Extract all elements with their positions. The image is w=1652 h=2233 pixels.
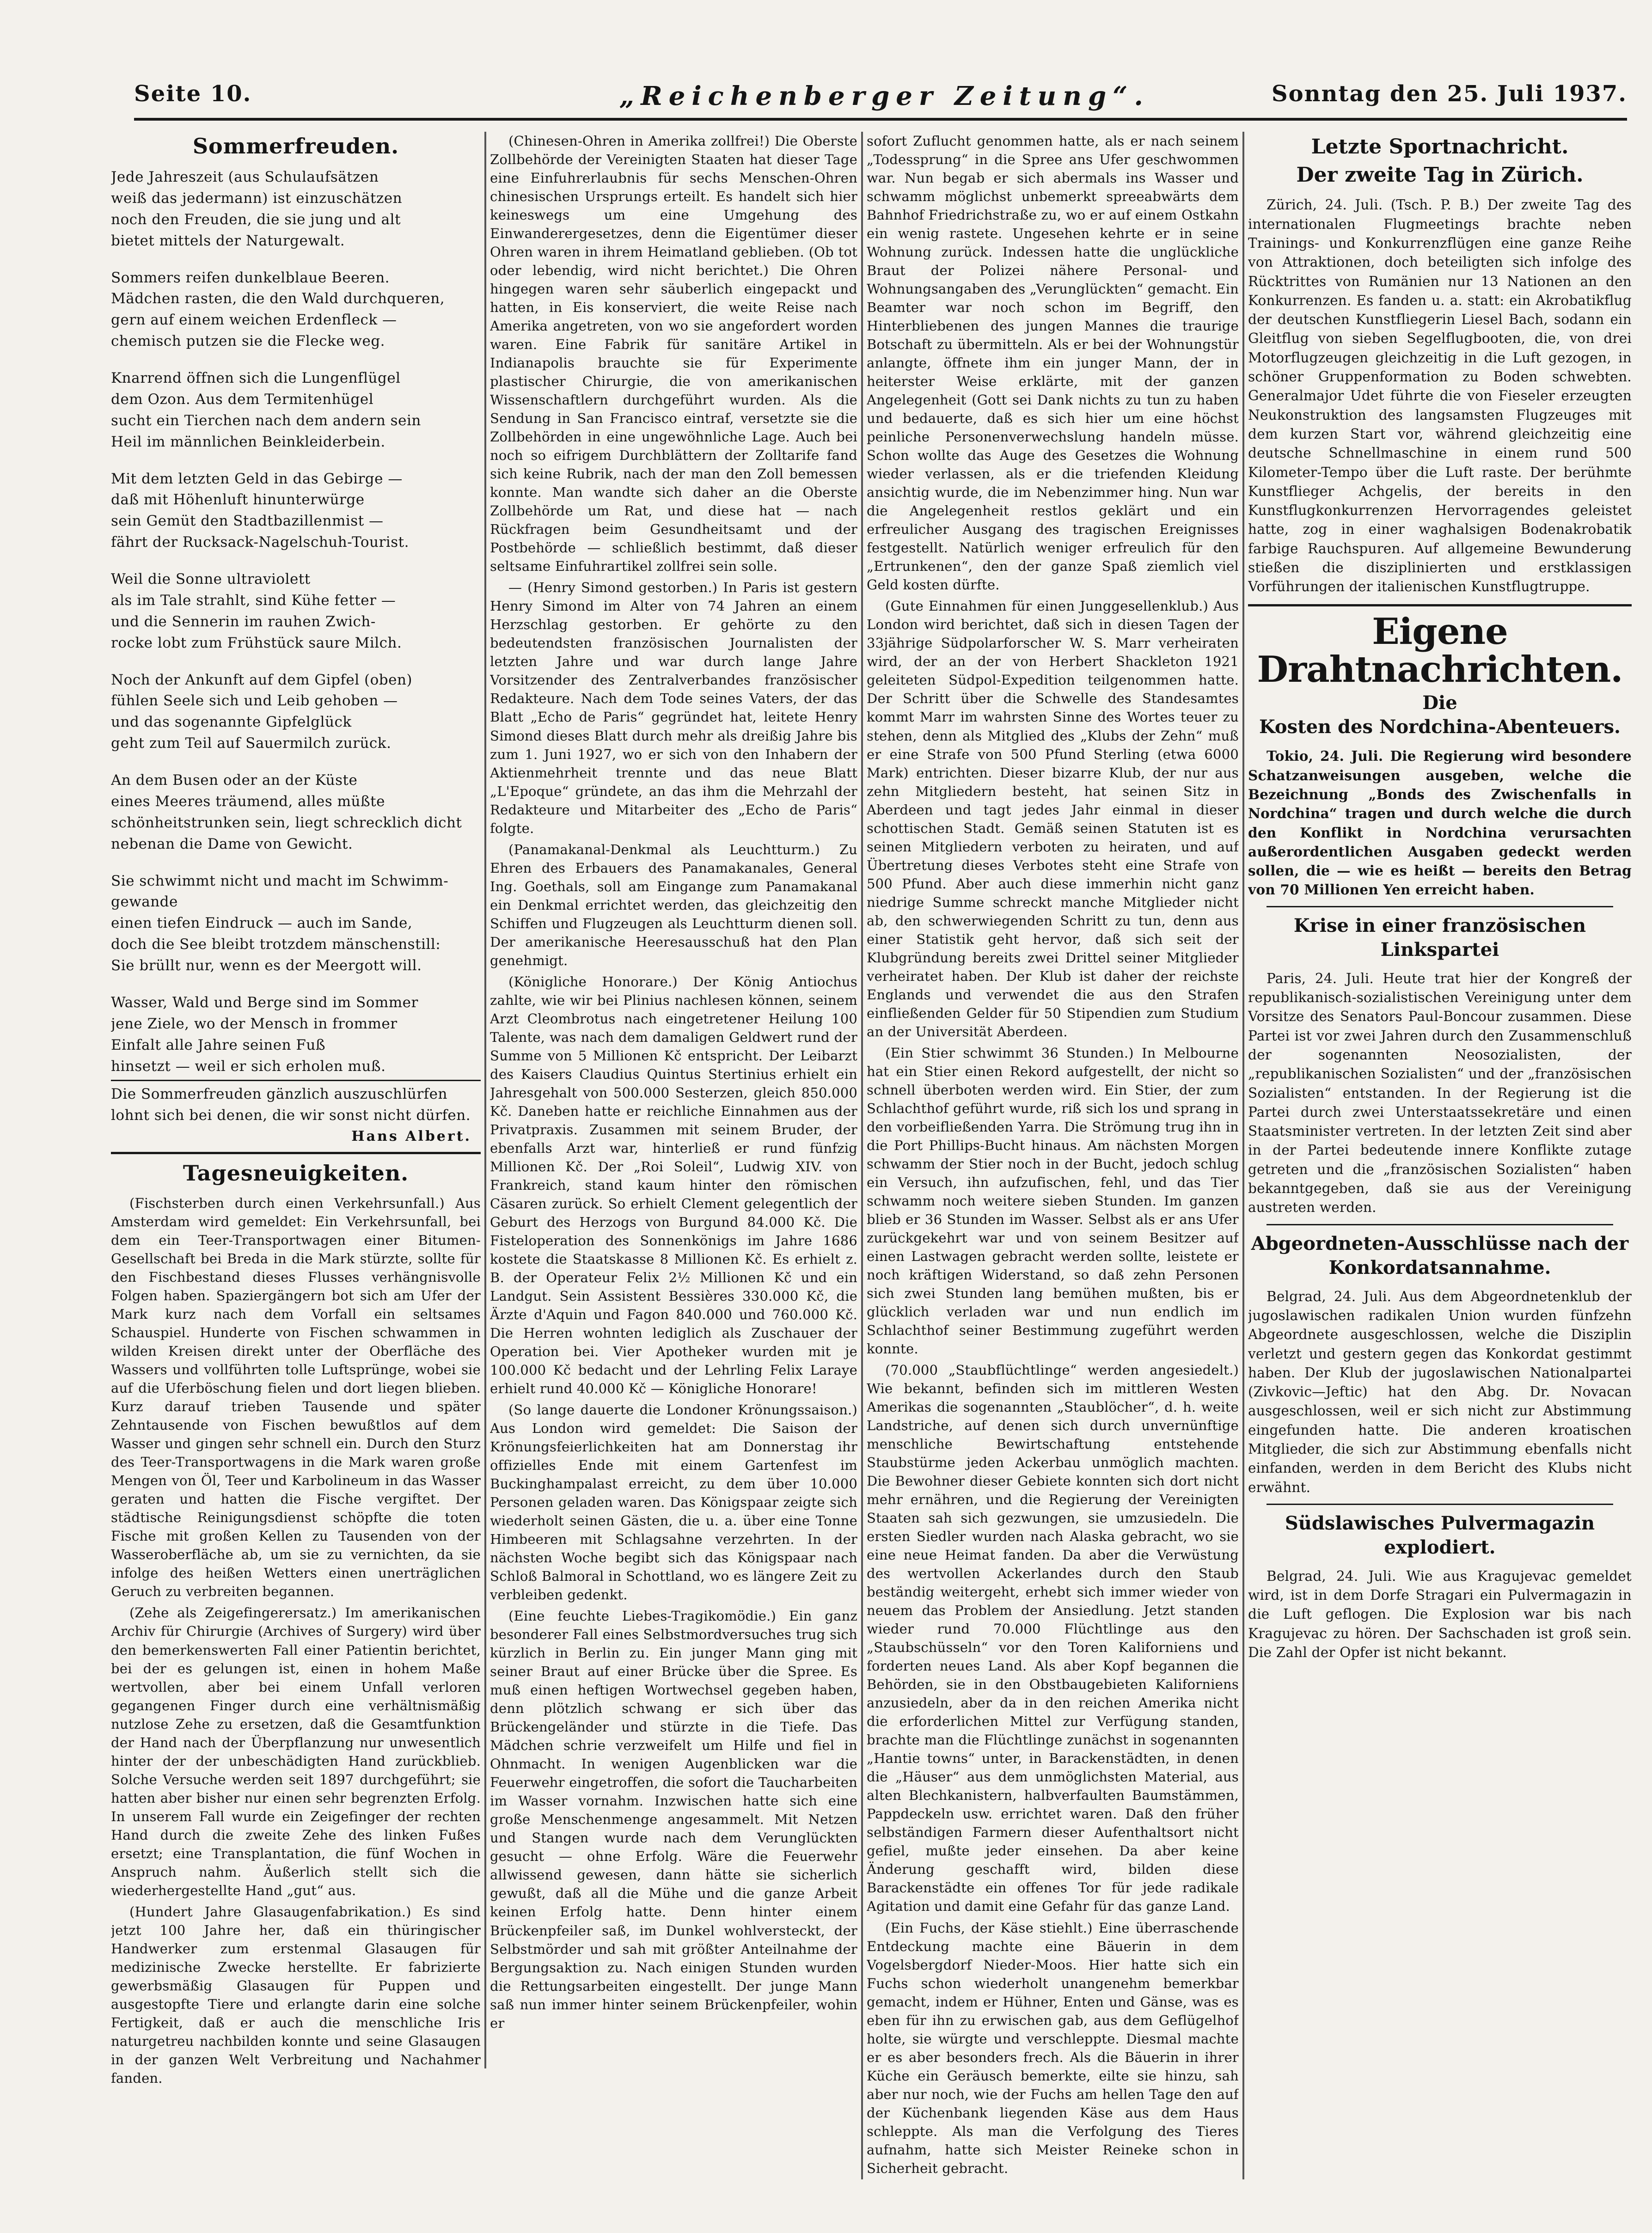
news-items xyxy=(490,132,857,2032)
news-item: (Ein Stier schwimmt 36 Stunden.) In Melbourne hat ein Stier einen Rekord aufgestellt, der nicht so schnell überboten werden wird. Ein Stier, der zum Schlachthof geführt wurde, riß sich los und sprang in den vorbeifließenden Yarra. Die Strömung trug ihn in die Port Phillips-Bucht hinaus. Am nächsten Morgen schwamm der Stier noch in der Bucht, jedoch schlug ein Versuch, ihn aufzufischen, fehl, und das Tier schwamm noch weitere sieben Stunden. Im ganzen blieb er 36 Stunden im Wasser. Selbst als er ans Ufer zurückgekehrt war und von seinem Besitzer auf einen Lastwagen gebracht werden sollte, leistete er noch kräftigen Widerstand, so daß zehn Personen sich zwei Stunden lang bemühen mußten, bis er glücklich verladen war und nun endlich im Schlachthof seiner Bestimmung zugeführt werden konnte. xyxy=(867,1045,1239,1357)
news-items xyxy=(867,132,1239,2178)
poem-author: Hans Albert. xyxy=(351,1128,471,1145)
news-item: sofort Zuflucht genommen hatte, als er nach seinem „Todessprung“ in die Spree ans Ufer geschwommen war. Nun begab er sich abermals ins Wasser und schwamm möglichst unbemerkt spreeabwärts dem Bahnhof Friedrichstraße zu, wo er auf einem Ostkahn ein wenig rastete. Ungesehen kehrte er in seine Wohnung zurück. Indessen hatte die unglückliche Braut der Polizei nähere Personal- und Wohnungsangaben des „Verunglückten“ gemacht. Ein Beamter war noch schon im Begriff, den Hinterbliebenen des jungen Mannes die traurige Botschaft zu übermitteln. Als er bei der Wohnungstür anlangte, öffnete ihm ein junger Mann, der in heiterster Weise erklärte, mit der ganzen Angelegenheit (Gott sei Dank nichts zu tun zu haben und bedauerte, daß es sich hier um eine höchst peinliche Personenverwechslung handeln müsse. Schon wollte das Auge des Gesetzes die Wohnung wieder verlassen, als er die triefenden Kleidung ansichtig wurde, die im Nebenzimmer hing. Nun war die Angelegenheit restlos geklärt und ein erfreulicher Ausgang des tragischen Ereignisses festgestellt. Natürlich weniger erfreulich für den „Ertrunkenen“, den der ganze Spaß ziemlich viel Geld kosten dürfte. xyxy=(867,133,1239,593)
divider xyxy=(1267,906,1613,907)
masthead xyxy=(134,76,1627,121)
section-title-news: Tagesneuigkeiten. xyxy=(183,1161,409,1186)
news-item: (Panamakanal-Denkmal als Leuchtturm.) Zu Ehren des Erbauers des Panamakanales, General Ing. Goethals, soll am Eingange zum Panamakanal ein Denkmal errichtet werden, das gleichzeitig den Schiffen und Flugzeugen als Leuchtturm dienen soll. Der amerikanische Heeresausschuß hat den Plan genehmigt. xyxy=(490,841,857,968)
poem-stanza: Noch der Ankunft auf dem Gipfel (oben) fühlen Seele sich und Leib gehoben — und das sogenannte Gipfelglück geht zum Teil auf Sauermilch zurück. xyxy=(111,671,413,752)
news-items xyxy=(111,1194,481,2087)
wire-news-title: Eigene Drahtnachrichten. xyxy=(1257,610,1623,691)
divider xyxy=(1267,1224,1613,1225)
poem-stanza: Weil die Sonne ultraviolett als im Tale strahlt, sind Kühe fetter — und die Sennerin im rauhen Zwich- rocke lobt zum Frühstück saure Milch. xyxy=(111,571,402,651)
sport-subtitle: Der zweite Tag in Zürich. xyxy=(1296,163,1584,187)
issue-date: Sonntag den 25. Juli 1937. xyxy=(1271,81,1627,107)
article-title: Abgeordneten-Ausschlüsse nach der Konkordatsannahme. xyxy=(1251,1232,1629,1279)
article-text: Paris, 24. Juli. Heute trat hier der Kongreß der republikanisch-sozialistischen Vereinigung unter dem Vorsitze des Senators Paul-Boncour zusammen. Diese Partei ist vor zwei Jahren durch den Zusammenschluß der sogenannten Neosozialisten, der „republikanischen Sozialisten“ und der „französischen Sozialisten“ entstanden. In der Regierung ist die Partei durch zwei Unterstaatssekretäre und einen Staatsminister vertreten. In der letzten Zeit sind aber in der Partei bedeutende innere Konflikte zutage getreten und die „französischen Sozialisten“ haben bekanntgegeben, daß sie aus der Vereinigung austreten werden. xyxy=(1248,970,1632,1216)
poem-stanza: Jede Jahreszeit (aus Schulaufsätzen weiß das jedermann) ist einzuschätzen noch den Freuden, die sie jung und alt bietet mittels der Naturgewalt. xyxy=(111,169,403,249)
poem-stanza: Mit dem letzten Geld in das Gebirge — daß mit Höhenluft hinunterwürge sein Gemüt den Stadtbazillenmist — fährt der Rucksack-Nagelschuh-Tourist. xyxy=(111,470,409,551)
article-title: Krise in einer französischen Linkspartei xyxy=(1293,914,1586,960)
article xyxy=(1248,1287,1632,1497)
column-4 xyxy=(1248,132,1632,2193)
article-text: Belgrad, 24. Juli. Aus dem Abgeordnetenklub der jugoslawischen radikalen Union wurden fünfzehn Abgeordnete ausgeschlossen, welche die Disziplin verletzt und gestern gegen das Konkordat gestimmt haben. Der Klub der jugoslawischen Nationalpartei (Zivkovic—Jeftic) hat den Abg. Dr. Novacan ausgeschlossen, weil er sich nicht zur Abstimmung eingefunden hatte. Die anderen kroatischen Mitglieder, die sich zur Abstimmung ebenfalls nicht einfanden, werden in dem Bericht des Klubs nicht erwähnt. xyxy=(1248,1288,1632,1495)
column-1 xyxy=(111,132,481,2101)
column-rule xyxy=(861,132,863,2179)
article xyxy=(1248,1567,1632,1662)
news-item: (Hundert Jahre Glasaugenfabrikation.) Es sind jetzt 100 Jahre her, daß ein thüringischer Handwerker zum erstenmal Glasaugen für medizinische Zwecke herstellte. Er fabrizierte gewerbsmäßig Glasaugen für Puppen und ausgestopfte Tiere und erlangte darin eine solche Fertigkeit, daß er auch die menschliche Iris naturgetreu nachbilden konnte und seine Glasaugen in der ganzen Welt Verbreitung und Nachahmer fanden. xyxy=(111,1903,481,2086)
column-2 xyxy=(490,132,857,2193)
page-number: Seite 10. xyxy=(134,81,252,107)
poem xyxy=(111,167,481,1126)
article-title: Südslawisches Pulvermagazin explodiert. xyxy=(1285,1512,1595,1558)
poem-stanza: Wasser, Wald und Berge sind im Sommer jene Ziele, wo der Mensch in frommer Einfalt alle Jahre seinen Fuß hinsetzt — weil er sich erholen muß. xyxy=(111,994,418,1075)
divider xyxy=(1267,1504,1613,1505)
poem-stanza: Sie schwimmt nicht und macht im Schwimm- gewande einen tiefen Eindruck — auch im Sande, doch die See bleibt trotzdem mänschenstill: Sie brüllt nur, wenn es der Meergott will. xyxy=(111,872,449,974)
poem-stanza: Sommers reifen dunkelblaue Beeren. Mädchen rasten, die den Wald durchqueren, gern auf einem weichen Erdenfleck — chemisch putzen sie die Flecke weg. xyxy=(111,269,445,350)
poem-stanza: Knarrend öffnen sich die Lungenflügel dem Ozon. Aus dem Termitenhügel sucht ein Tierchen nach dem andern sein Heil im männlichen Beinkleiderbein. xyxy=(111,370,421,450)
newspaper-title: „Reichenberger Zeitung“. xyxy=(619,81,1150,111)
sport-article xyxy=(1248,196,1632,596)
poem-title: Sommerfreuden. xyxy=(192,134,399,159)
column-3 xyxy=(867,132,1239,2193)
divider xyxy=(1248,604,1632,606)
sport-title: Letzte Sportnachricht. xyxy=(1311,135,1569,159)
column-rule xyxy=(1242,132,1244,2179)
poem-closing: Die Sommerfreuden gänzlich auszuschlürfen lohnt sich bei denen, die wir sonst nicht dürfen. xyxy=(111,1086,471,1124)
news-item: (70.000 „Staubflüchtlinge“ werden angesiedelt.) Wie bekannt, befinden sich im mittleren Westen Amerikas die sogenannten „Staublöcher“, d. h. weite Landstriche, auf denen sich durch unvernünftige menschliche Bewirtschaftung entstehende Staubstürme jeden Ackerbau unmöglich machten. Die Bewohner dieser Gebiete konnten sich dort nicht mehr ernähren, und die Regierung der Vereinigten Staaten sah sich gezwungen, sie umzusiedeln. Die ersten Siedler wurden nach Alaska gebracht, wo sie eine neue Heimat fanden. Da aber die Verwüstung des wertvollen Ackerlandes durch den Staub beständig weitergeht, erhebt sich immer wieder von neuem das Problem der Ansiedlung. Jetzt standen wieder rund 70.000 Flüchtlinge aus den „Staubschüsseln“ vor den Toren Kaliforniens und forderten neues Land. Als aber Kopf begannen die Behörden, sie in den Obstbaugebieten Kaliforniens anzusiedeln, aber da in den reichen Amerika nicht die erforderlichen Mittel zur Verfügung standen, brachte man die Flüchtlinge zunächst in sogenannten „Hantie towns“ unter, in Barackenstädten, in denen die „Häuser“ aus dem unmöglichsten Material, aus alten Blechkanistern, halbverfaulten Baumstämmen, Pappdeckeln usw. errichtet waren. Daß den früher selbständigen Farmern dieser Aufenthaltsort nicht gefiel, mußte jeder einsehen. Da aber keine Änderung geschafft wird, bilden diese Barackenstädte ein offenes Tor für jede radikale Agitation und damit eine Gefahr für das ganze Land. xyxy=(867,1362,1239,1915)
column-rule xyxy=(484,132,486,2068)
news-item: (Königliche Honorare.) Der König Antiochus zahlte, wie wir bei Plinius nachlesen können, seinem Arzt Cleombrotus nach eingetretener Heilung 100 Talente, was nach dem damaligen Geldwert rund der Summe von 5 Millionen Kč entspricht. Der Leibarzt des Kaisers Claudius Quintus Stertinius erhielt ein Jahresgehalt von 500.000 Sesterzen, gleich 850.000 Kč. Daneben hatte er reichliche Einnahmen aus der Privatpraxis. Zusammen mit seinem Bruder, der ebenfalls Arzt war, hinterließ er rund fünfzig Millionen Kč. Der „Roi Soleil“, Ludwig XIV. von Frankreich, stand kaum hinter den römischen Cäsaren zurück. So erhielt Clement gelegentlich der Geburt des Herzogs von Burgund 84.000 Kč. Die Fisteloperation des Sonnenkönigs im Jahre 1686 kostete die Staatskasse 8 Millionen Kč. Es erhielt z. B. der Operateur Felix 2½ Millionen Kč und ein Landgut. Sein Assistent Bessières 330.000 Kč, die Ärzte d'Aquin und Fagon 840.000 und 760.000 Kč. Die Herren wohnten lediglich als Zuschauer der Operation bei. Vier Apotheker wurden mit je 100.000 Kč bedacht und der Lehrling Felix Laraye erhielt rund 40.000 Kč — Königliche Honorare! xyxy=(490,973,857,1397)
news-item: (Eine feuchte Liebes-Tragikomödie.) Ein ganz besonderer Fall eines Selbstmordversuches trug sich kürzlich in Berlin zu. Ein junger Mann ging mit seiner Braut auf einer Brücke über die Spree. Es muß einen heftigen Wortwechsel gegeben haben, denn plötzlich schwang er sich über das Brückengeländer und stürzte in die Tiefe. Das Mädchen schrie verzweifelt um Hilfe und fiel in Ohnmacht. In wenigen Augenblicken war die Feuerwehr eingetroffen, die sofort die Taucharbeiten im Wasser vornahm. Inzwischen hatte sich eine große Menschenmenge angesammelt. Mit Netzen und Stangen wurde nach dem Verunglückten gesucht — ohne Erfolg. Wäre die Feuerwehr allwissend gewesen, dann hätte sie sicherlich gewußt, daß all die Mühe und die ganze Arbeit keinen Erfolg hatte. Denn hinter einem Brückenpfeiler saß, im Dunkel wohlversteckt, der Selbstmörder und sah mit größter Anteilnahme der Bergungsaktion zu. Nach einigen Stunden wurden die Rettungsarbeiten eingestellt. Der junge Mann saß nun immer hinter seinem Brückenpfeiler, wohin er xyxy=(490,1608,857,2031)
article-title: Die Kosten des Nordchina-Abenteuers. xyxy=(1259,692,1621,738)
article-text: Tokio, 24. Juli. Die Regierung wird besondere Schatzanweisungen ausgeben, welche die Bezeichnung „Bonds des Zwischenfalls in Nordchina“ tragen und durch welche die durch den Konflikt in Nordchina verursachten außerordentlichen Ausgaben gedeckt werden sollen, die — wie es heißt — bereits den Betrag von 70 Millionen Yen erreicht haben. xyxy=(1248,748,1632,898)
news-item: — (Henry Simond gestorben.) In Paris ist gestern Henry Simond im Alter von 74 Jahren an einem Herzschlag gestorben. Er gehörte zu den bedeutendsten französischen Journalisten der letzten Jahre und war durch lange Jahre Vorsitzender des Zentralverbandes französischer Redakteure. Nach dem Tode seines Vaters, der das Blatt „Echo de Paris“ gegründet hat, leitete Henry Simond dieses Blatt durch mehr als dreißig Jahre bis zum 1. Juni 1927, wo er sich von den Inhabern der Aktienmehrheit trennte und das neue Blatt „L'Epoque“ gründete, an das ihm die Mehrzahl der Redakteure und Mitarbeiter des „Echo de Paris“ folgte. xyxy=(490,580,857,836)
news-item: (So lange dauerte die Londoner Krönungssaison.) Aus London wird gemeldet: Die Saison der Krönungsfeierlichkeiten hat am Donnerstag ihr offizielles Ende mit einem Gartenfest im Buckinghampalast erreicht, zu dem über 10.000 Personen geladen waren. Das Königspaar zeigte sich wiederholt seinen Gästen, die u. a. über eine Tonne Himbeeren mit Schlagsahne verzehrten. In der nächsten Woche begibt sich das Königspaar nach Schloß Balmoral in Schottland, wo es längere Zeit zu verbleiben gedenkt. xyxy=(490,1402,857,1603)
news-item: (Gute Einnahmen für einen Junggesellenklub.) Aus London wird berichtet, daß sich in diesen Tagen der 33jährige Südpolarforscher W. S. Marr verheiraten wird, der an der von Herbert Shackleton 1921 geleiteten Südpol-Expedition teilgenommen hatte. Der Schritt über die Schwelle des Standesamtes kommt Marr im wahrsten Sinne des Wortes teuer zu stehen, denn als Mitglied des „Klubs der Zehn“ muß er eine Strafe von 500 Pfund Sterling (etwa 6000 Mark) entrichten. Dieser bizarre Klub, der nur aus zehn Mitgliedern besteht, hat seinen Sitz in Aberdeen und tagt jedes Jahr einmal in dieser schottischen Stadt. Gemäß seinen Statuten ist es seinen Mitgliedern verboten zu heiraten, und auf Übertretung dieses Verbotes steht eine Strafe von 500 Pfund. Aber auch diese immerhin nicht ganz niedrige Summe schreckt manche Mitglieder nicht ab, den schwerwiegenden Schritt zu tun, denn aus einer Statistik geht hervor, daß sich seit der Klubgründung bereits zwei Drittel seiner Mitglieder verheiratet haben. Der Klub ist daher der reichste Englands und verwendet die aus den Strafen einfließenden Gelder für 50 Stipendien zum Studium an der Universität Aberdeen. xyxy=(867,598,1239,1040)
article xyxy=(1248,969,1632,1217)
news-item: (Zehe als Zeigefingerersatz.) Im amerikanischen Archiv für Chirurgie (Archives of Surgery) wird über den bemerkenswerten Fall einer Patientin berichtet, bei der es gelungen ist, einen in hohem Maße wertvollen, aber bei einem Unfall verloren gegangenen Finger durch eine verhältnismäßig nutzlose Zehe zu ersetzen, daß die Gesamtfunktion der Hand nach der Überpflanzung nur unwesentlich hinter der der unbeschädigten Hand zurückblieb. Solche Versuche werden seit 1897 durchgeführt; sie hatten aber bisher nur einen sehr begrenzten Erfolg. In unserem Fall wurde ein Zeigefinger der rechten Hand durch die zweite Zehe des linken Fußes ersetzt; eine Transplantation, die fünf Wochen in Anspruch nahm. Äußerlich stellt sich die wiederhergestellte Hand „gut“ aus. xyxy=(111,1605,481,1898)
news-item: (Fischsterben durch einen Verkehrsunfall.) Aus Amsterdam wird gemeldet: Ein Verkehrsunfall, bei dem ein Teer-Transportwagen einer Bitumen-Gesellschaft bei Breda in die Mark stürzte, sollte für den Fischbestand dieses Flusses verhängnisvolle Folgen haben. Spaziergängern bot sich am Ufer der Mark kurz nach dem Vorfall ein seltsames Schauspiel. Hunderte von Fischen schwammen in wilden Kreisen direkt unter der Oberfläche des Wassers und vollführten tolle Luftsprünge, wobei sie auf die Uferböschung fielen und dort liegen blieben. Kurz darauf trieben Tausende und später Zehntausende von Fischen bewußtlos auf dem Wasser und gingen sehr schnell ein. Durch den Sturz des Teer-Transportwagens in die Mark waren große Mengen von Öl, Teer und Karbolineum in das Wasser geraten und hatten die Fische vergiftet. Der städtische Reinigungsdienst schöpfte die toten Fische mit großen Kellen zu Tausenden von der Wasseroberfläche ab, um sie zu vernichten, da sie infolge des heißen Wetters einen unerträglichen Geruch zu verbreiten begannen. xyxy=(111,1195,481,1600)
news-item: (Chinesen-Ohren in Amerika zollfrei!) Die Oberste Zollbehörde der Vereinigten Staaten hat dieser Tage eine Einfuhrerlaubnis für sechs Menschen-Ohren chinesischen Ursprungs erteilt. Es handelt sich hier keineswegs um eine Umgehung des Einwanderergesetzes, denn die Eigentümer dieser Ohren waren in ihrem Heimatland geblieben. (Ob tot oder lebendig, wird nicht berichtet.) Die Ohren hingegen waren sehr säuberlich eingepackt und hatten, in Eis konserviert, die weite Reise nach Amerika angetreten, von wo sie angefordert worden waren. Eine Fabrik für sanitäre Artikel in Indianapolis brauchte sie für Experimente plastischer Chirurgie, die von amerikanischen Wissenschaftlern durchgeführt wurden. Als die Sendung in San Francisco eintraf, versetzte sie die Zollbehörden in eine ungewöhnliche Lage. Auch bei noch so eifrigem Durchblättern der Zolltarife fand sich keine Rubrik, nach der man den Zoll bemessen konnte. Man wandte sich daher an die Oberste Zollbehörde um Rat, und diese hat — nach Rückfragen beim Gesundheitsamt und der Postbehörde — schließlich bestimmt, daß dieser seltsame Einfuhrartikel zollfrei sein solle. xyxy=(490,133,857,575)
divider xyxy=(111,1152,481,1154)
poem-stanza: An dem Busen oder an der Küste eines Meeres träumend, alles müßte schönheitstrunken sein, liegt schrecklich dicht nebenan die Dame von Gewicht. xyxy=(111,772,462,852)
article-text: Zürich, 24. Juli. (Tsch. P. B.) Der zweite Tag des internationalen Flugmeetings brachte neben Trainings- und Konkurrenzflügen eine ganze Reihe von Attraktionen, doch beteiligten sich infolge des Rücktrittes von Rumänien nur 13 Nationen an den Konkurrenzen. Es fanden u. a. statt: ein Akrobatikflug der deutschen Kunstfliegerin Liesel Bach, sodann ein Gleitflug von sieben Segelflugbooten, die, von drei Motorflugzeugen gleichzeitig in die Luft gezogen, in schöner Gruppenformation zu Boden schwebten. Generalmajor Udet führte die von Fieseler erzeugten Neukonstruktion des langsamsten Flugzeuges mit dem kurzen Start vor, während gleichzeitig eine deutsche Schnellmaschine in einem rund 500 Kilometer-Tempo über die Luft raste. Der berühmte Kunstflieger Achgelis, der bereits in den Kunstflugkonkurrenzen Hervorragendes geleistet hatte, zog in einer waghalsigen Bodenakrobatik farbige Rauchspuren. Auf allgemeine Bewunderung stießen die disziplinierten und erstklassigen Vorführungen der italienischen Kunstflugtruppe. xyxy=(1248,197,1632,595)
divider xyxy=(111,1080,481,1081)
article xyxy=(1248,746,1632,899)
news-item: (Ein Fuchs, der Käse stiehlt.) Eine überraschende Entdeckung machte eine Bäuerin in dem Vogelsbergdorf Nieder-Moos. Hier hatte sich ein Fuchs schon wiederholt unangenehm bemerkbar gemacht, indem er Hühner, Enten und Gänse, was es eben für ihn zu erwischen gab, aus dem Geflügelhof holte, sie würgte und verschleppte. Diesmal machte er es aber besonders frech. Als die Bäuerin in ihrer Küche ein Geräusch bemerkte, eilte sie hinzu, sah aber nur noch, wie der Fuchs am hellen Tage den auf der Küchenbank liegenden Käse aus dem Haus schleppte. Als man die Verfolgung des Tieres aufnahm, hatte sich Meister Reineke schon in Sicherheit gebracht. xyxy=(867,1920,1239,2176)
article-text: Belgrad, 24. Juli. Wie aus Kragujevac gemeldet wird, ist in dem Dorfe Stragari ein Pulvermagazin in die Luft geflogen. Die Explosion war bis nach Kragujevac zu hören. Der Sachschaden ist groß sein. Die Zahl der Opfer ist nicht bekannt. xyxy=(1248,1568,1632,1661)
